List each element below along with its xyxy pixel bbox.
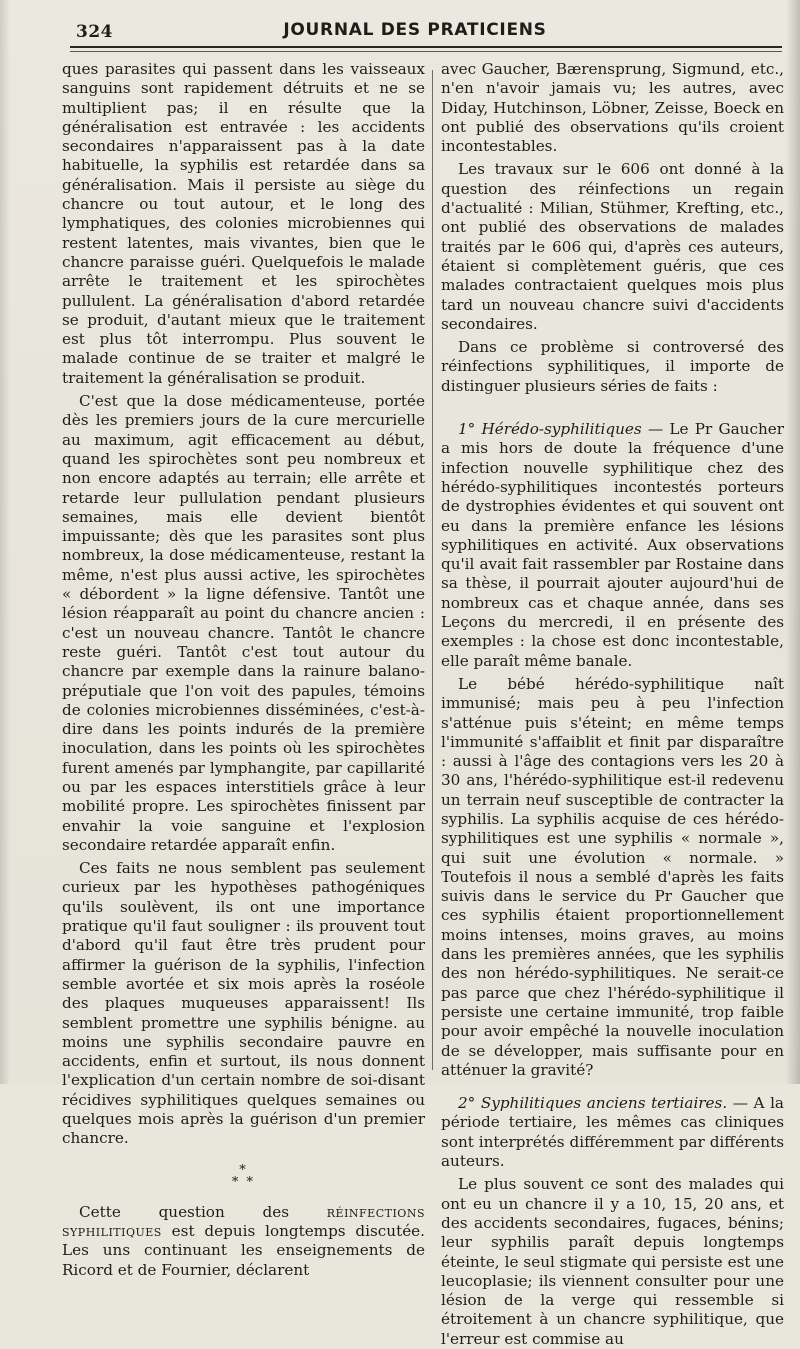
right-column [441, 60, 784, 1349]
page-number: 324 [76, 22, 113, 42]
right-paragraph-4 [441, 420, 784, 671]
p4-start: Cette question des [79, 1202, 289, 1221]
right-paragraph-2: Les travaux sur le 606 ont donné à la question des réinfections un regain d'actualité : Milian, Stühmer, Krefting, etc., ont publié des observations de malades traités par le 606 qui, d'après ces auteurs, étaient si complètement guéris, que ces malades contractaient quelques mois plus tard un nouveau chancre suivi d'accidents secondaires. [441, 160, 784, 333]
p4-smallcaps: réinfections syphilitiques [62, 1202, 425, 1240]
heredo-heading: 1° Hérédo-syphilitiques [458, 420, 642, 439]
page-right-shadow [786, 0, 800, 1084]
running-title: JOURNAL DES PRATICIENS [283, 20, 547, 40]
header-rule [70, 46, 782, 48]
header-rule-thin [70, 51, 782, 52]
right-paragraph-3: Dans ce problème si controversé des réinfections syphilitiques, il importe de distinguer plusieurs séries de faits : [441, 338, 784, 395]
right-paragraph-1: avec Gaucher, Bærensprung, Sigmund, etc., n'en n'avoir jamais vu; les autres, avec Diday, Hutchinson, Löbner, Zeisse, Boeck en ont publié des observations qu'ils croient incontestables. [441, 60, 784, 156]
tertiary-body: — A la période tertiaire, les mêmes cas cliniques sont interprétés différemment par différents auteurs. [441, 1094, 784, 1171]
p4-end: est depuis longtemps discutée. Les uns continuant les enseignements de Ricord et de Fournier, déclarent [62, 1221, 425, 1279]
right-paragraph-7: Le plus souvent ce sont des malades qui ont eu un chancre il y a 10, 15, 20 ans, et des accidents secondaires, fugaces, bénins; leur syphilis paraît depuis longtemps éteinte, le seul stigmate qui persiste est une leucoplasie; ils viennent consulter pour une lésion de la verge qui ressemble si étroitement à un chancre syphilitique, que l'erreur est commise au [441, 1175, 784, 1348]
left-paragraph-4 [62, 1203, 425, 1280]
right-paragraph-6 [441, 1094, 784, 1171]
section-spacer [441, 396, 784, 420]
tertiary-heading: 2° Syphilitiques anciens tertiaires. [458, 1094, 728, 1113]
left-paragraph-3: Ces faits ne nous semblent pas seulement curieux par les hypothèses pathogéniques qu'ils soulèvent, ils ont une importance pratique qu'il faut souligner : ils prouvent tout d'abord qu'il faut être très prudent pour affirmer la guérison de la syphilis, l'infection semble avortée et six mois après la roséole des plaques muqueuses apparaissent! Ils semblent promettre une syphilis bénigne. au moins une syphilis secondaire pauvre en accidents, enfin et surtout, ils nous donnent l'explication d'un certain nombre de soi-disant récidives syphilitiques quelques semaines ou quelques mois après la guérison d'un premier chancre. [62, 859, 425, 1148]
left-paragraph-1: ques parasites qui passent dans les vaisseaux sanguins sont rapidement détruits et ne se multiplient pas; il en résulte que la généralisation est entravée : les accidents secondaires n'apparaissent pas à la date habituelle, la syphilis est retardée dans sa généralisation. Mais il persiste au siège du chancre ou tout autour, et le long des lymphatiques, des colonies microbiennes qui restent latentes, mais vivantes, bien que le chancre paraisse guéri. Quelquefois le malade arrête le traitement et les spirochètes pullulent. La généralisation d'abord retardée se produit, d'autant mieux que le traitement est plus tôt interrompu. Plus souvent le malade continue de se traiter et malgré le traitement la généralisation se produit. [62, 60, 425, 387]
section-asterism [62, 1162, 425, 1190]
column-divider [432, 70, 433, 1070]
asterism-top: * [239, 1162, 248, 1178]
page-header [0, 0, 800, 60]
right-paragraph-5: Le bébé hérédo-syphilitique naît immunisé; mais peu à peu l'infection s'atténue puis s'éteint; en même temps l'immunité s'affaiblit et finit par disparaître : aussi à l'âge des contagions vers les 20 à 30 ans, l'hérédo-syphilitique est-il redevenu un terrain neuf susceptible de contracter la syphilis. La syphilis acquise de ces hérédo-syphilitiques est une syphilis « normale », qui suit une évolution « normale. » Toutefois il nous a semblé d'après les faits suivis dans le service du Pr Gaucher que ces syphilis étaient proportionnellement moins intenses, moins graves, au moins dans les premières années, que les syphilis des non hérédo-syphilitiques. Ne serait-ce pas parce que chez l'hérédo-syphilitique il persiste une certaine immunité, trop faible pour avoir empêché la nouvelle inoculation de se développer, mais suffisante pour en atténuer la gravité? [441, 674, 784, 1079]
heredo-body: — Le Pr Gaucher a mis hors de doute la fréquence d'une infection nouvelle syphilitique chez des hérédo-syphilitiques incontestés porteurs de dystrophies évidentes et qui souvent ont eu dans la première enfance les lésions syphilitiques en activité. Aux observations qu'il avait fait rassembler par Rostaine dans sa thèse, il pourrait ajouter aujourd'hui de nombreux cas et chaque année, dans ses Leçons du mercredi, il en présente des exemples : la chose est donc incontestable, elle paraît même banale. [441, 420, 784, 670]
page-left-shadow [0, 0, 10, 1084]
asterism-bottom: * * [231, 1174, 256, 1190]
section-spacer-2 [441, 1080, 784, 1094]
left-column [62, 60, 425, 1280]
left-paragraph-2: C'est que la dose médicamenteuse, portée dès les premiers jours de la cure mercurielle au maximum, agit efficacement au début, quand les spirochètes sont peu nombreux et non encore adaptés au terrain; elle arrête et retarde leur pullulation pendant plusieurs semaines, mais elle devient bientôt impuissante; dès que les parasites sont plus nombreux, la dose médicamenteuse, restant la même, n'est plus aussi active, les spirochètes « débordent » la ligne défensive. Tantôt une lésion réapparaît au point du chancre ancien : c'est un nouveau chancre. Tantôt le chancre reste guéri. Tantôt c'est tout autour du chancre par exemple dans la rainure balano-préputiale que l'on voit des papules, témoins de colonies microbiennes disséminées, c'est-à-dire dans les points indurés de la première inoculation, dans les points où les spirochètes furent amenés par lymphangite, par capillarité ou par les espaces interstitiels grâce à leur mobilité propre. Les spirochètes finissent par envahir la voie sanguine et l'explosion secondaire retardée apparaît enfin. [62, 392, 425, 854]
